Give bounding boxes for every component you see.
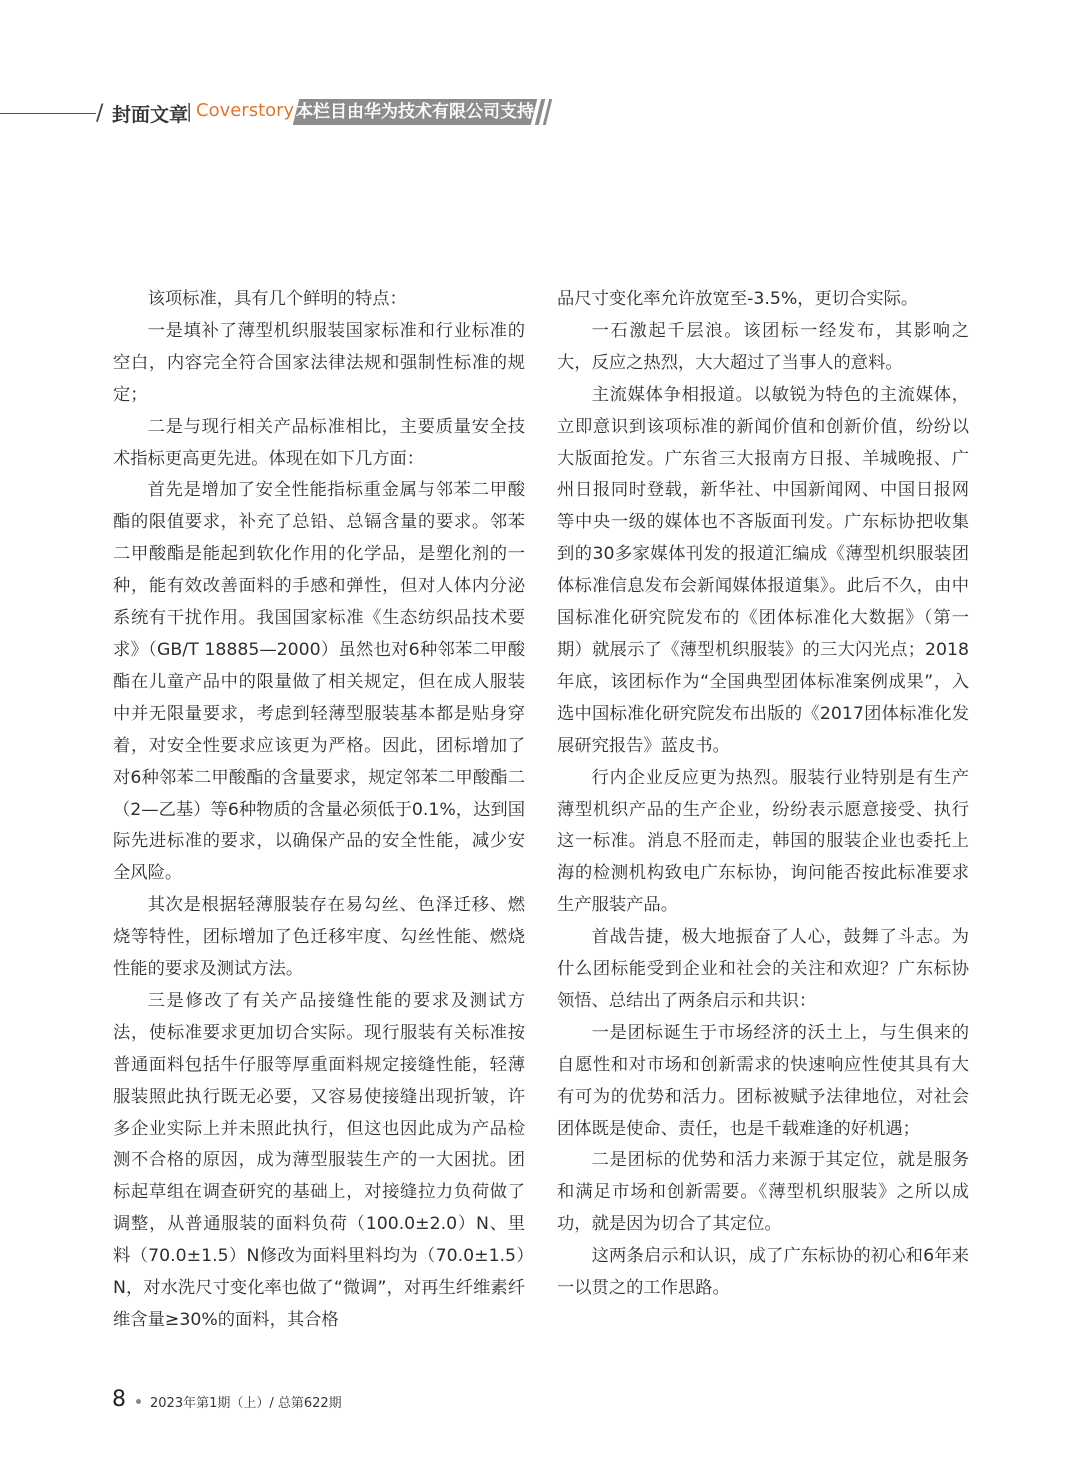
issue-info: 2023年第1期（上）/ 总第622期 (150, 1396, 342, 1411)
paragraph: 二是团标的优势和活力来源于其定位，就是服务和满足市场和创新需要。《薄型机织服装》之所以成功，就是因为切合了其定位。 (557, 1150, 969, 1235)
section-title-cn: 封面文章 (112, 104, 189, 126)
paragraph: 其次是根据轻薄服装存在易勾丝、色泽迁移、燃烧等特性，团标增加了色迁移牢度、勾丝性能、燃烧性能的要求及测试方法。 (113, 895, 525, 980)
header-rule (0, 113, 96, 114)
paragraph: 一是填补了薄型机织服装国家标准和行业标准的空白，内容完全符合国家法律法规和强制性标准的规定； (113, 320, 525, 405)
paragraph: 行内企业反应更为热烈。服装行业特别是有生产薄型机织产品的生产企业，纷纷表示愿意接受、执行这一标准。消息不胫而走，韩国的服装企业也委托上海的检测机构致电广东标协，询问能否按此标准要求生产服装产品。 (557, 767, 969, 916)
paragraph: 首战告捷，极大地振奋了人心，鼓舞了斗志。为什么团标能受到企业和社会的关注和欢迎？广东标协领悟、总结出了两条启示和共识： (557, 927, 969, 1011)
paragraph: 品尺寸变化率允许放宽至-3.5%，更切合实际。 (557, 289, 919, 309)
paragraph: 这两条启示和认识，成了广东标协的初心和6年来一以贯之的工作思路。 (557, 1246, 969, 1299)
sponsor-text: 本栏目由华为技术有限公司支持 (296, 102, 534, 122)
section-separator: | (186, 100, 193, 122)
paragraph: 该项标准，具有几个鲜明的特点： (147, 289, 407, 309)
bullet-icon (136, 1399, 141, 1404)
running-header (0, 96, 600, 130)
left-column (113, 284, 525, 1337)
section-title-en: Coverstory (196, 100, 295, 121)
paragraph: 一是团标诞生于市场经济的沃土上，与生俱来的自愿性和对市场和创新需求的快速响应性使其具有大有可为的优势和活力。团标被赋予法律地位，对社会团体既是使命、责任，也是千载难逢的好机遇； (557, 1022, 969, 1139)
paragraph: 三是修改了有关产品接缝性能的要求及测试方法，使标准要求更加切合实际。现行服装有关标准按普通面料包括牛仔服等厚重面料规定接缝性能，轻薄服装照此执行既无必要，又容易使接缝出现折皱，许多企业实际上并未照此执行，但这也因此成为产品检测不合格的原因，成为薄型服装生产的一大困扰。团标起草组在调查研究的基础上，对接缝拉力负荷做了调整，从普通服装的面料负荷（100.0±2.0）N、里料（70.0±1.5）N修改为面料里料均为（70.0±1.5）N，对水洗尺寸变化率也做了“微调”，对再生纤维素纤维含量≥30%的面料，其合格 (113, 990, 525, 1330)
paragraph: 一石激起千层浪。该团标一经发布，其影响之大，反应之热烈，大大超过了当事人的意料。 (557, 320, 969, 373)
sponsor-banner (293, 99, 537, 125)
paragraph: 主流媒体争相报道。以敏锐为特色的主流媒体，立即意识到该项标准的新闻价值和创新价值，纷纷以大版面抢发。广东省三大报南方日报、羊城晚报、广州日报同时登载，新华社、中国新闻网、中国日报网等中央一级的媒体也不吝版面刊发。广东标协把收集到的30多家媒体刊发的报道汇编成《薄型机织服装团体标准信息发布会新闻媒体报道集》。此后不久，由中国标准化研究院发布的《团体标准化大数据》（第一期）就展示了《薄型机织服装》的三大闪光点；2018年底，该团标作为“全国典型团体标准案例成果”，入选中国标准化研究院发布出版的《2017团体标准化发展研究报告》蓝皮书。 (557, 384, 969, 756)
paragraph: 二是与现行相关产品标准相比，主要质量安全技术指标更高更先进。体现在如下几方面： (113, 416, 525, 469)
page-number: 8 (112, 1387, 126, 1412)
right-column (557, 284, 969, 1305)
paragraph: 首先是增加了安全性能指标重金属与邻苯二甲酸酯的限值要求，补充了总铅、总镉含量的要求。邻苯二甲酸酯是能起到软化作用的化学品，是塑化剂的一种，能有效改善面料的手感和弹性，但对人体内分泌系统有干扰作用。我国国家标准《生态纺织品技术要求》（GB/T 18885—2000）虽然也对6种邻苯二甲酸酯在儿童产品中的限量做了相关规定，但在成人服装中并无限量要求，考虑到轻薄型服装基本都是贴身穿着，对安全性要求应该更为严格。因此，团标增加了对6种邻苯二甲酸酯的含量要求，规定邻苯二甲酸酯二（2—乙基）等6种物质的含量必须低于0.1%，达到国际先进标准的要求，以确保产品的安全性能，减少安全风险。 (113, 480, 525, 884)
header-slash-icon: / (96, 101, 104, 126)
